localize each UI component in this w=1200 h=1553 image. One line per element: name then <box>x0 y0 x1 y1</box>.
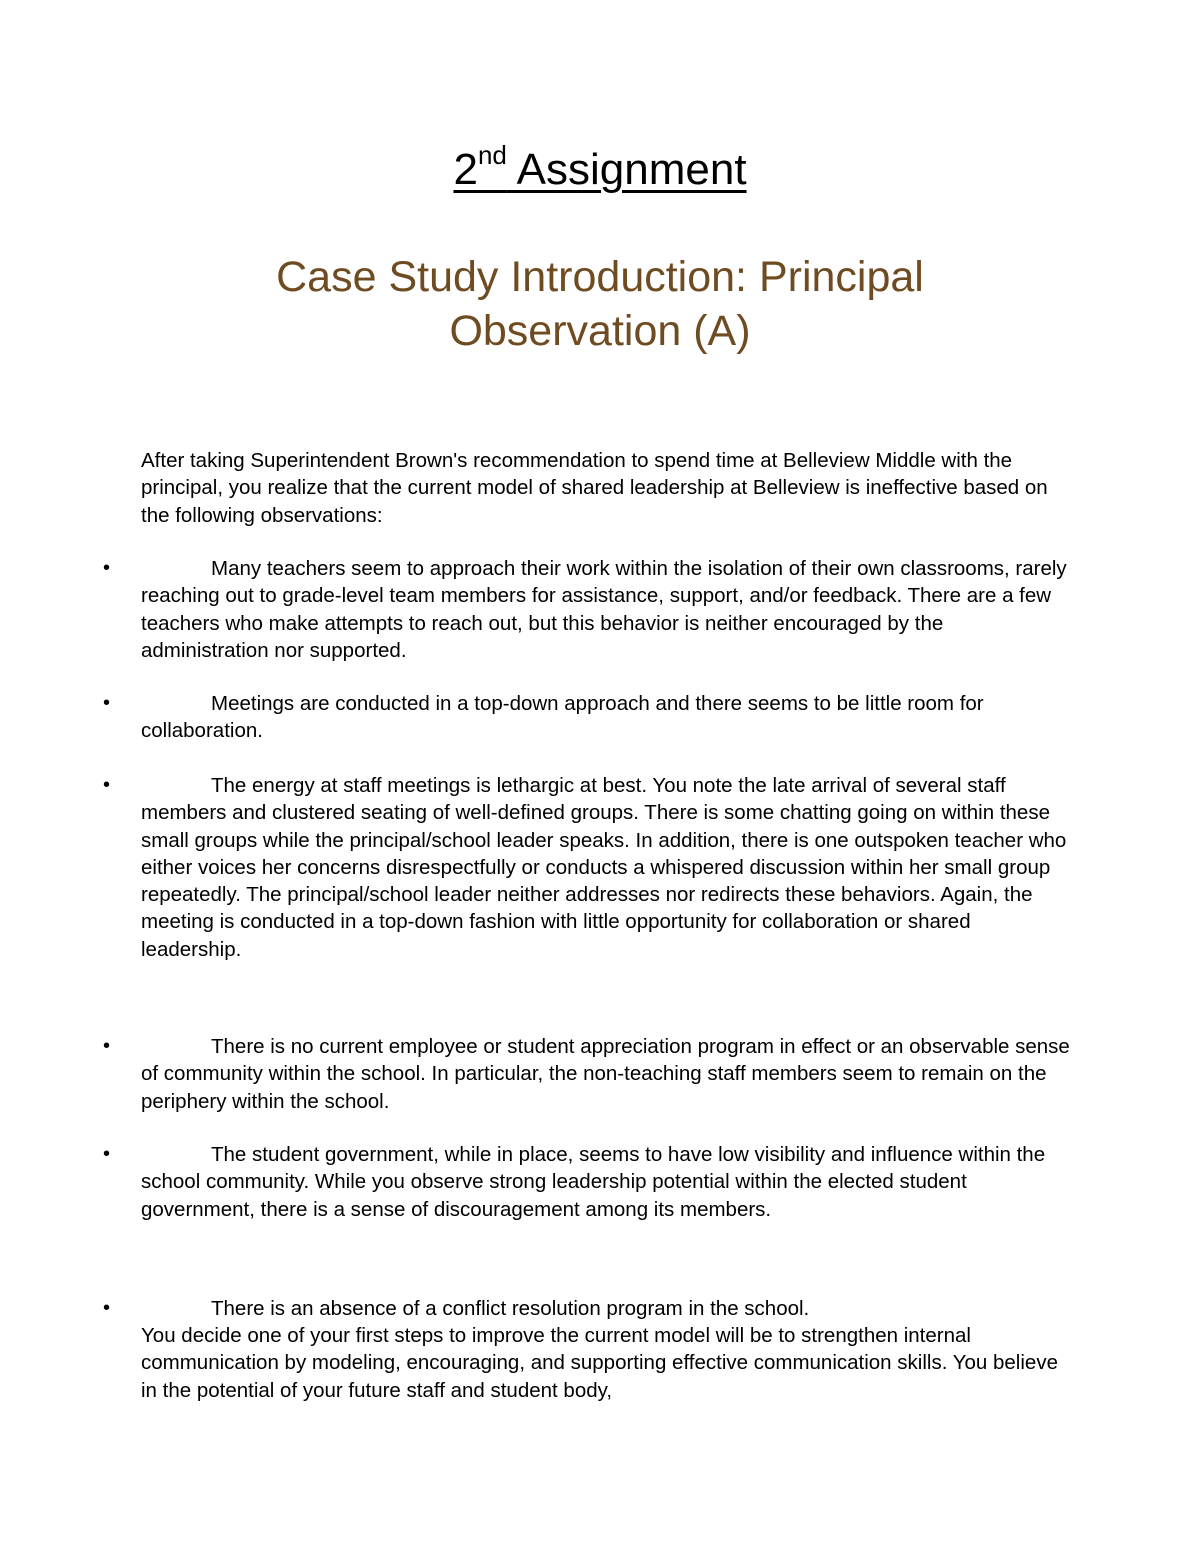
case-study-heading <box>0 250 1200 358</box>
closing-paragraph: You decide one of your first steps to improve the current model will be to strengthen internal communication by modeling, encouraging, and supporting effective communication skills. You believe in the potential of your future staff and student body, <box>141 1324 1058 1402</box>
intro-paragraph: After taking Superintendent Brown's recommendation to spend time at Belleview Middle with the principal, you realize that the current model of shared leadership at Belleview is ineffective based on the following observations: <box>141 449 1048 527</box>
heading-line-2: Observation (A) <box>449 307 751 355</box>
observation-item <box>141 772 1071 963</box>
title-superscript: nd <box>477 140 507 170</box>
observation-item <box>141 1295 1071 1322</box>
bullet-icon: • <box>103 774 111 796</box>
observation-item <box>141 1033 1071 1115</box>
observation-item <box>141 555 1071 664</box>
observation-text: The student government, while in place, seems to have low visibility and influence within the school community. While you observe strong leadership potential within the elected student government, there is a sense of discouragement among its members. <box>141 1143 1046 1221</box>
observation-text: There is an absence of a conflict resolution program in the school. <box>211 1297 810 1320</box>
observation-item <box>141 1141 1071 1223</box>
observation-item <box>141 690 1071 745</box>
observation-text: The energy at staff meetings is lethargic at best. You note the late arrival of several staff members and clustered seating of well-defined groups. There is some chatting going on within these small groups while the principal/school leader speaks. In addition, there is one outspoken teacher who either voices her concerns disrespectfully or conducts a whispered discussion within her small group repeatedly. The principal/school leader neither addresses nor redirects these behaviors. Again, the meeting is conducted in a top-down fashion with little opportunity for collaboration or shared leadership. <box>141 774 1067 961</box>
observation-text: Many teachers seem to approach their work within the isolation of their own classrooms, rarely reaching out to grade-level team members for assistance, support, and/or feedback. There are a few teachers who make attempts to reach out, but this behavior is neither encouraged by the administration nor supported. <box>141 557 1067 662</box>
bullet-icon: • <box>103 692 111 714</box>
bullet-icon: • <box>103 1297 111 1319</box>
title-text: Assignment <box>506 145 747 194</box>
observation-text: There is no current employee or student appreciation program in effect or an observable sense of community within the school. In particular, the non-teaching staff members seem to remain on the periphery within the school. <box>141 1035 1070 1113</box>
bullet-icon: • <box>103 1035 111 1057</box>
bullet-icon: • <box>103 557 111 579</box>
heading-line-1: Case Study Introduction: Principal <box>276 253 924 301</box>
assignment-title <box>0 140 1200 200</box>
observation-text: Meetings are conducted in a top-down approach and there seems to be little room for collaboration. <box>141 692 984 743</box>
title-number: 2 <box>453 145 478 194</box>
bullet-icon: • <box>103 1143 111 1165</box>
